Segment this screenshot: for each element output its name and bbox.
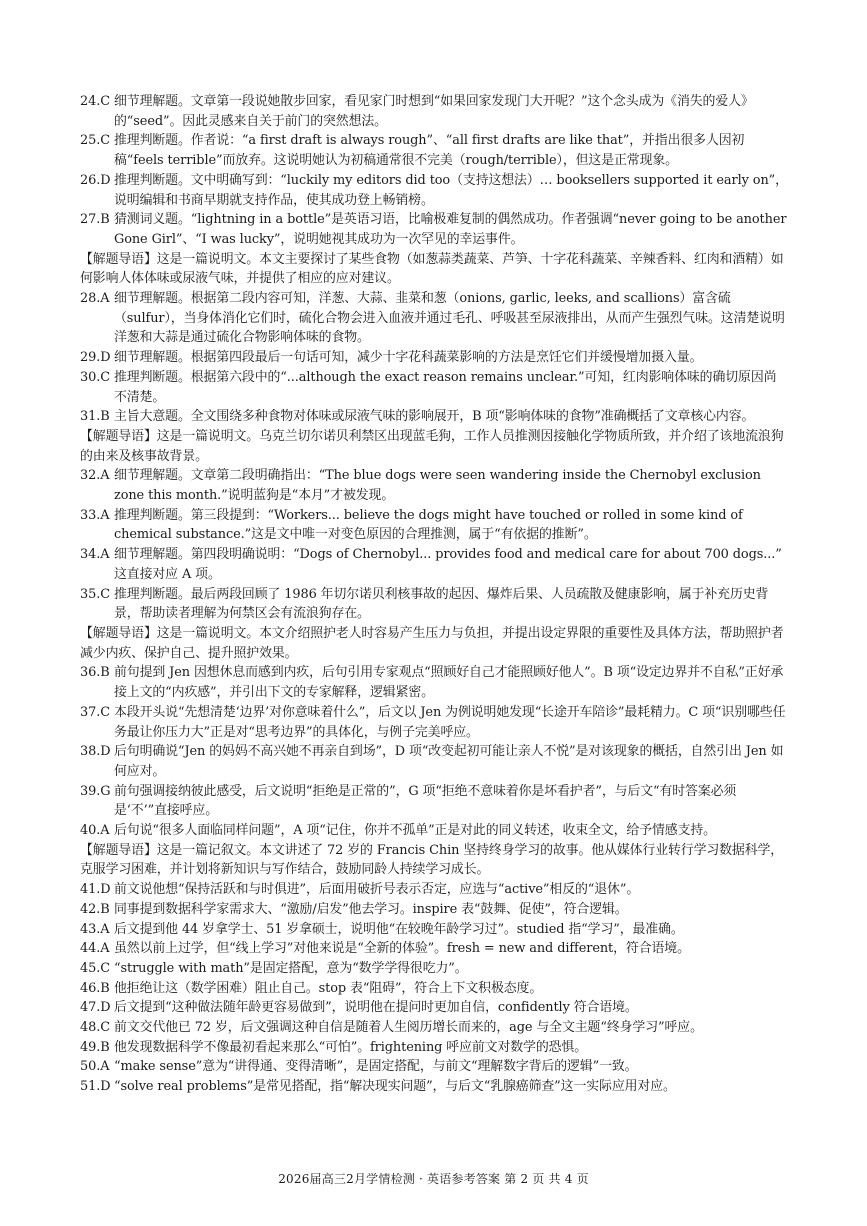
answer-number: 49.B [80, 1039, 110, 1055]
answer-number: 41.D [80, 882, 111, 898]
answer-explanation: 细节理解题。根据第四段最后一句话可知，减少十字花科蔬菜影响的方法是烹饪它们并缓慢增加摄入量。 [114, 350, 703, 366]
answer-number: 48.C [80, 1020, 110, 1036]
page-footer: 2026届高三2月学情检测 · 英语参考答案 第 2 页 共 4 页 [278, 1172, 589, 1186]
answer-entry [80, 900, 788, 920]
answer-explanation: 前句提到 Jen 因想休息而感到内疚，后句引用专家观点“照顾好自己才能照顾好他人”。B 项“设定边界并不自私”正好承接上文的“内疚感”，并引出下文的专家解释，逻辑紧密。 [114, 665, 784, 701]
answer-entry [80, 1077, 788, 1097]
answer-entry [80, 545, 788, 584]
answer-explanation: “make sense”意为“讲得通、变得清晰”，是固定搭配，与前文“理解数字背后的逻辑”一致。 [114, 1059, 638, 1075]
answer-entry [80, 348, 788, 368]
answer-list [80, 92, 788, 1097]
answer-number: 26.D [80, 172, 111, 188]
answer-entry [80, 466, 788, 505]
answer-number: 36.B [80, 665, 110, 681]
answer-entry [80, 821, 788, 841]
answer-explanation: 细节理解题。第四段明确说明：“Dogs of Chernobyl... provides food and medical care for about 700 dogs...” 这直接对应 A 项。 [114, 547, 782, 582]
answer-number: 24.C [80, 94, 110, 109]
answer-entry [80, 506, 788, 545]
answer-number: 34.A [80, 547, 110, 563]
answer-explanation: 本段开头说“先想清楚‘边界’对你意味着什么”，后文以 Jen 为例说明她发现“长途开车陪诊”最耗精力。C 项“识别哪些任务最让你压力大”正是对“思考边界”的具体化，与例子完美呼应。 [114, 704, 786, 740]
answer-number: 37.C [80, 704, 110, 720]
answer-explanation: “struggle with math”是固定搭配，意为“数学学得很吃力”。 [114, 960, 468, 976]
answer-entry [80, 939, 788, 959]
answer-entry [80, 1018, 788, 1038]
answer-number: 45.C [80, 960, 110, 976]
answer-number: 30.C [80, 369, 110, 385]
guide-text: 【解题导语】这是一篇记叙文。本文讲述了 72 岁的 Francis Chin 坚持终身学习的故事。他从媒体行业转行学习数据科学，克服学习困难，并计划将新知识与写作结合，鼓励同龄人持续学习成长。 [80, 842, 784, 878]
section-guide [80, 250, 788, 289]
answer-entry [80, 210, 788, 249]
answer-entry [80, 407, 788, 427]
guide-text: 【解题导语】这是一篇说明文。本文主要探讨了某些食物（如葱蒜类蔬菜、芦笋、十字花科蔬菜、辛辣香料、红肉和酒精）如何影响人体体味或尿液气味，并提供了相应的应对建议。 [80, 251, 784, 287]
section-guide [80, 624, 788, 663]
answer-explanation: 虽然以前上过学，但“线上学习”对他来说是“全新的体验”。fresh = new and different，符合语境。 [114, 941, 690, 957]
answer-number: 25.C [80, 133, 110, 149]
answer-number: 28.A [80, 291, 110, 307]
guide-text: 【解题导语】这是一篇说明文。本文介绍照护老人时容易产生压力与负担，并提出设定界限的重要性及具体方法，帮助照护者减少内疚、保护自己、提升照护效果。 [80, 625, 784, 661]
answer-explanation: 后句明确说“Jen 的妈妈不高兴她不再亲自到场”，D 项“改变起初可能让亲人不悦”是对该现象的概括，自然引出 Jen 如何应对。 [114, 744, 784, 779]
section-guide [80, 841, 788, 880]
answer-number: 44.A [80, 941, 110, 957]
answer-explanation: 前文交代他已 72 岁，后文强调这种自信是随着人生阅历增长而来的，age 与全文主题“终身学习”呼应。 [114, 1020, 703, 1036]
answer-explanation: 推理判断题。最后两段回顾了 1986 年切尔诺贝利核事故的起因、爆炸后果、人员疏散及健康影响，属于补充历史背景，帮助读者理解为何禁区会有流浪狗存在。 [114, 586, 769, 622]
answer-explanation: 细节理解题。文章第二段明确指出：“The blue dogs were seen wandering inside the Chernobyl exclusion zone this month.”说明蓝狗是“本月”才被发现。 [114, 468, 761, 504]
answer-explanation: “solve real problems”是常见搭配，指“解决现实问题”，与后文“乳腺癌筛查”这一实际应用对应。 [114, 1079, 676, 1095]
answer-explanation: 后文提到“这种做法随年龄更容易做到”，说明他在提问时更加自信，confidently 符合语境。 [114, 1000, 638, 1016]
answer-number: 31.B [80, 409, 110, 425]
answer-entry [80, 663, 788, 702]
answer-number: 51.D [80, 1079, 111, 1095]
answer-explanation: 推理判断题。作者说：“a first draft is always rough”、“all first drafts are like that”，并指出很多人因初稿“feels terrible”而放弃。这说明她认为初稿通常很不完美（rough/terrible），但这是正常现象。 [114, 133, 745, 169]
answer-entry [80, 979, 788, 999]
answer-entry [80, 171, 788, 210]
answer-entry [80, 742, 788, 781]
answer-number: 42.B [80, 901, 110, 917]
answer-explanation: 他拒绝让这（数学困难）阻止自己。stop 表“阻碍”，符合上下文积极态度。 [114, 980, 543, 996]
answer-entry [80, 959, 788, 979]
answer-entry [80, 703, 788, 742]
answer-explanation: 同事提到数据科学家需求大、“激励/启发”他去学习。inspire 表“鼓舞、促使”，符合逻辑。 [114, 901, 628, 917]
answer-number: 46.B [80, 980, 110, 996]
answer-entry [80, 880, 788, 900]
answer-entry [80, 920, 788, 940]
answer-number: 43.A [80, 921, 110, 937]
answer-number: 40.A [80, 823, 110, 839]
answer-entry [80, 1057, 788, 1077]
answer-number: 33.A [80, 507, 110, 523]
answer-explanation: 推理判断题。第三段提到：“Workers... believe the dogs might have touched or rolled in some kind of chemical substance.”这是文中唯一对变色原因的合理推测，属于“有依据的推断”。 [114, 507, 743, 543]
answer-explanation: 前句强调接纳彼此感受，后文说明“拒绝是正常的”，G 项“拒绝不意味着你是坏看护者”，与后文“有时答案必须是‘不’”直接呼应。 [114, 783, 737, 819]
answer-number: 39.G [80, 783, 111, 799]
answer-entry [80, 131, 788, 170]
answer-entry [80, 368, 788, 407]
answer-explanation: 后文提到他 44 岁拿学士、51 岁拿硕士，说明他“在较晚年龄学习过”。studied 指“学习”，最准确。 [114, 921, 684, 937]
answer-number: 32.A [80, 468, 110, 484]
answer-number: 47.D [80, 1000, 111, 1016]
answer-entry [80, 585, 788, 624]
answer-number: 29.D [80, 350, 111, 366]
answer-entry [80, 92, 788, 131]
section-guide [80, 427, 788, 466]
answer-explanation: 他发现数据科学不像最初看起来那么“可怕”。frightening 呼应前文对数学的恐惧。 [114, 1039, 587, 1055]
answer-explanation: 前文说他想“保持活跃和与时俱进”，后面用破折号表示否定，应选与“active”相反的“退休”。 [114, 882, 640, 898]
answer-entry [80, 1038, 788, 1058]
answer-explanation: 推理判断题。根据第六段中的“...although the exact reason remains unclear.”可知，红肉影响体味的确切原因尚不清楚。 [114, 369, 777, 405]
answer-entry [80, 782, 788, 821]
answer-explanation: 细节理解题。根据第二段内容可知，洋葱、大蒜、韭菜和葱（onions, garlic, leeks, and scallions）富含硫（sulfur），当身体消化它们时，硫化合物会进入血液并通过毛孔、呼吸甚至尿液排出，从而产生强烈气味。这清楚说明洋葱和大蒜是通过硫化合物影响体味的食物。 [114, 291, 785, 346]
guide-text: 【解题导语】这是一篇说明文。乌克兰切尔诺贝利禁区出现蓝毛狗，工作人员推测因接触化学物质所致，并介绍了该地流浪狗的由来及核事故背景。 [80, 428, 784, 464]
answer-number: 35.C [80, 586, 110, 602]
answer-number: 27.B [80, 212, 110, 228]
answer-explanation: 细节理解题。文章第一段说她散步回家，看见家门时想到“如果回家发现门大开呢？”这个念头成为《消失的爱人》的“seed”。因此灵感来自关于前门的突然想法。 [114, 94, 754, 129]
answer-number: 38.D [80, 744, 111, 760]
answer-number: 50.A [80, 1059, 110, 1075]
answer-explanation: 后句说“很多人面临同样问题”，A 项“记住，你并不孤单”正是对此的同义转述，收束全文，给予情感支持。 [114, 823, 716, 839]
answer-explanation: 猜测词义题。“lightning in a bottle”是英语习语，比喻极难复制的偶然成功。作者强调“never going to be another Gone Girl”、“I was lucky”，说明她视其成功为一次罕见的幸运事件。 [114, 212, 787, 247]
answer-entry [80, 998, 788, 1018]
answer-entry [80, 289, 788, 348]
answer-explanation: 主旨大意题。全文围绕多种食物对体味或尿液气味的影响展开，B 项“影响体味的食物”准确概括了文章核心内容。 [114, 409, 755, 425]
answer-explanation: 推理判断题。文中明确写到：“luckily my editors did too（支持这想法）… booksellers supported it early on”，说明编辑和书商早期就支持作品，使其成功登上畅销榜。 [114, 172, 788, 208]
